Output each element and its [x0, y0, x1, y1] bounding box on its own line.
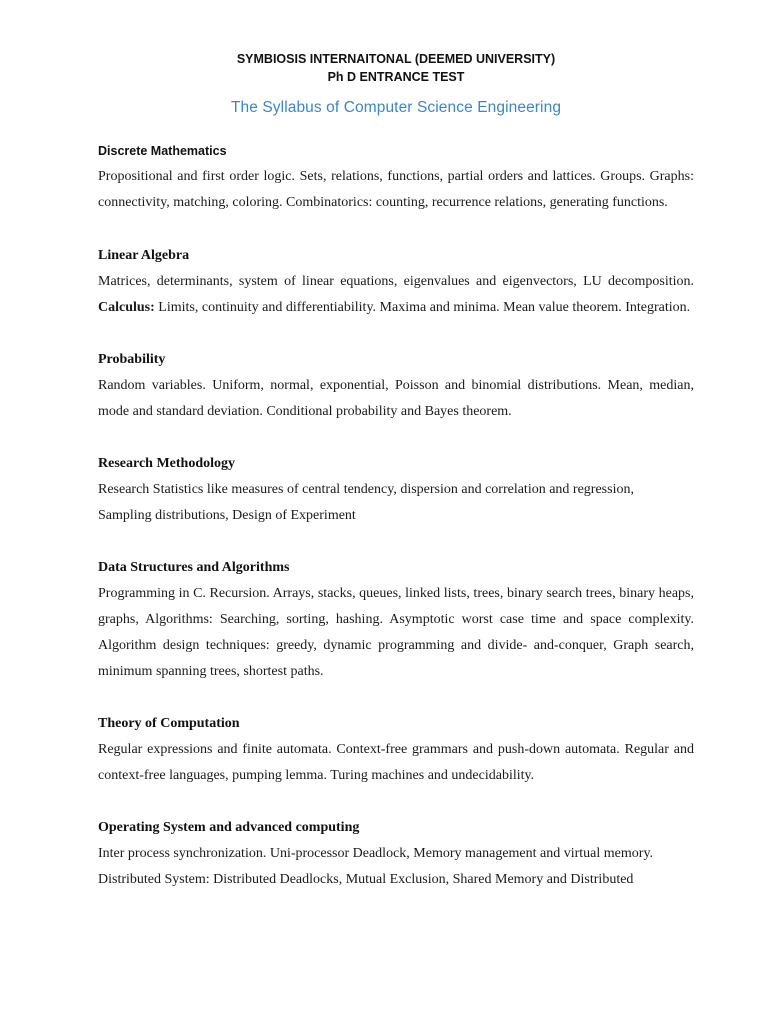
body-line: Distributed System: Distributed Deadlocks, Mutual Exclusion, Shared Memory and Distributed: [98, 872, 634, 887]
calculus-label: Calculus:: [98, 300, 155, 315]
header-test-name: Ph D ENTRANCE TEST: [327, 70, 465, 84]
section-probability: [98, 347, 694, 425]
body-line: Inter process synchronization. Uni-processor Deadlock, Memory management and virtual memory.: [98, 846, 654, 861]
body-line: Research Statistics like measures of central tendency, dispersion and correlation and regression,: [98, 482, 634, 497]
section-body: Regular expressions and finite automata. Context-free grammars and push-down automata. Regular and context-free languages, pumping lemma. Turing machines and undecidability.: [98, 742, 694, 783]
section-body: [98, 841, 694, 893]
section-linear-algebra: [98, 243, 694, 321]
section-body: Propositional and first order logic. Sets, relations, functions, partial orders and lattices. Groups. Graphs: connectivity, matching, coloring. Combinatorics: counting, recurrence relations, generating functions.: [98, 169, 694, 210]
section-body: Random variables. Uniform, normal, exponential, Poisson and binomial distributions. Mean, median, mode and standard deviation. Conditional probability and Bayes theorem.: [98, 378, 694, 419]
document-header: [98, 50, 694, 86]
section-body: [98, 477, 694, 529]
syllabus-title: The Syllabus of Computer Science Engineering: [230, 99, 562, 116]
section-body: Programming in C. Recursion. Arrays, stacks, queues, linked lists, trees, binary search trees, binary heaps, graphs, Algorithms: Searching, sorting, hashing. Asymptotic worst case time and space complexity. Algorithm design techniques: greedy, dynamic programming and divide- and-conquer, Graph search, minimum spanning trees, shortest paths.: [98, 586, 694, 679]
section-title: Research Methodology: [98, 456, 235, 471]
section-data-structures: [98, 555, 694, 685]
section-discrete-mathematics: [98, 138, 694, 216]
body-text: Limits, continuity and differentiability. Maxima and minima. Mean value theorem. Integration.: [154, 300, 691, 315]
section-body: [98, 269, 694, 321]
document-page: [98, 50, 694, 919]
section-title: Data Structures and Algorithms: [98, 560, 290, 575]
section-operating-system: [98, 815, 694, 893]
section-title: Operating System and advanced computing: [98, 820, 360, 835]
section-title: Probability: [98, 352, 166, 367]
section-theory-of-computation: [98, 711, 694, 789]
section-title: Discrete Mathematics: [98, 144, 227, 158]
section-title: Theory of Computation: [98, 716, 240, 731]
section-title: Linear Algebra: [98, 248, 190, 263]
header-university: SYMBIOSIS INTERNAITONAL (DEEMED UNIVERSITY): [236, 52, 556, 66]
body-text: Matrices, determinants, system of linear equations, eigenvalues and eigenvectors, LU decomposition.: [98, 274, 694, 289]
body-line: Sampling distributions, Design of Experiment: [98, 508, 356, 523]
section-research-methodology: [98, 451, 694, 529]
